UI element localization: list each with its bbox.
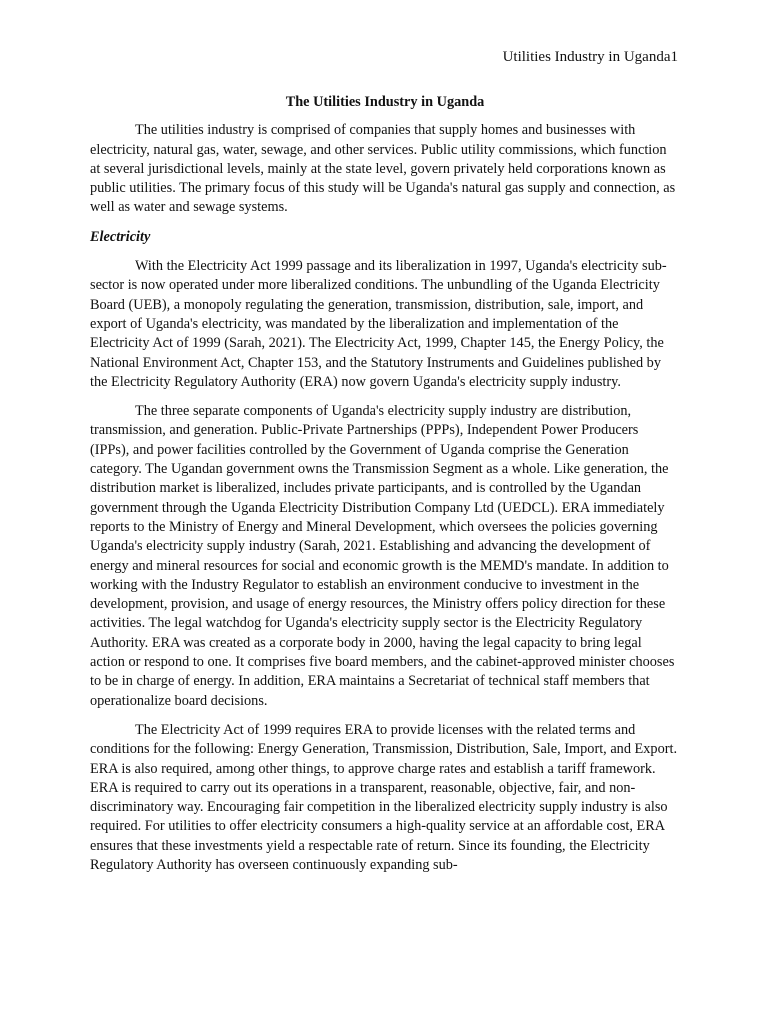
- running-head: Utilities Industry in Uganda1: [502, 49, 678, 65]
- document-title: The Utilities Industry in Uganda: [285, 94, 485, 110]
- body-paragraph: The three separate components of Uganda's electricity supply industry are distribution, transmission, and generation. Public-Private Partnerships (PPPs), Independent Power Producers (IPPs), and power facilities controlled by the Government of Uganda comprise the Generation category. The Ugandan government owns the Transmission Segment as a whole. Like generation, the distribution market is liberalized, includes private participants, and is controlled by the Ugandan government through the Uganda Electricity Distribution Company Ltd (UEDCL). ERA immediately reports to the Ministry of Energy and Mineral Development, which oversees the policies governing Uganda's electricity supply industry (Sarah, 2021. Establishing and advancing the development of energy and mineral resources for social and economic growth is the MEMD's mandate. In addition to working with the Industry Regulator to establish an environment conducive to investment in the development, provision, and usage of energy resources, the Ministry offers policy direction for these activities. The legal watchdog for Uganda's electricity supply sector is the Electricity Regulatory Authority. ERA was created as a corporate body in 2000, having the legal capacity to bring legal action or respond to one. It comprises five board members, and the cabinet-approved minister chooses to be in charge of energy. In addition, ERA maintains a Secretariat of technical staff members that operationalize board decisions.: [90, 403, 675, 709]
- intro-paragraph: The utilities industry is comprised of companies that supply homes and businesses with electricity, natural gas, water, sewage, and other services. Public utility commissions, which function at several jurisdictional levels, mainly at the state level, govern privately held corporations known as public utilities. The primary focus of this study will be Uganda's natural gas supply and connection, as well as water and sewage systems.: [90, 122, 676, 216]
- document-body: [90, 93, 680, 885]
- body-paragraph: With the Electricity Act 1999 passage and its liberalization in 1997, Uganda's electricity sub-sector is now operated under more liberalized conditions. The unbundling of the Uganda Electricity Board (UEB), a monopoly regulating the generation, transmission, distribution, sale, import, and export of Uganda's electricity, was mandated by the liberalization and implementation of the Electricity Act of 1999 (Sarah, 2021). The Electricity Act, 1999, Chapter 145, the Energy Policy, the National Environment Act, Chapter 153, and the Statutory Instruments and Guidelines published by the Electricity Regulatory Authority (ERA) now govern Uganda's electricity supply industry.: [90, 258, 667, 390]
- section-heading-electricity: Electricity: [90, 228, 151, 245]
- body-paragraph: The Electricity Act of 1999 requires ERA to provide licenses with the related terms and conditions for the following: Energy Generation, Transmission, Distribution, Sale, Import, and Export. ERA is also required, among other things, to approve charge rates and establish a tariff framework. ERA is required to carry out its operations in a transparent, reasonable, objective, fair, and non-discriminatory way. Encouraging fair competition in the liberalized electricity supply industry is also required. For utilities to offer electricity consumers a high-quality service at an affordable cost, ERA ensures that these investments yield a respectable rate of return. Since its founding, the Electricity Regulatory Authority has overseen continuously expanding sub-: [90, 721, 678, 873]
